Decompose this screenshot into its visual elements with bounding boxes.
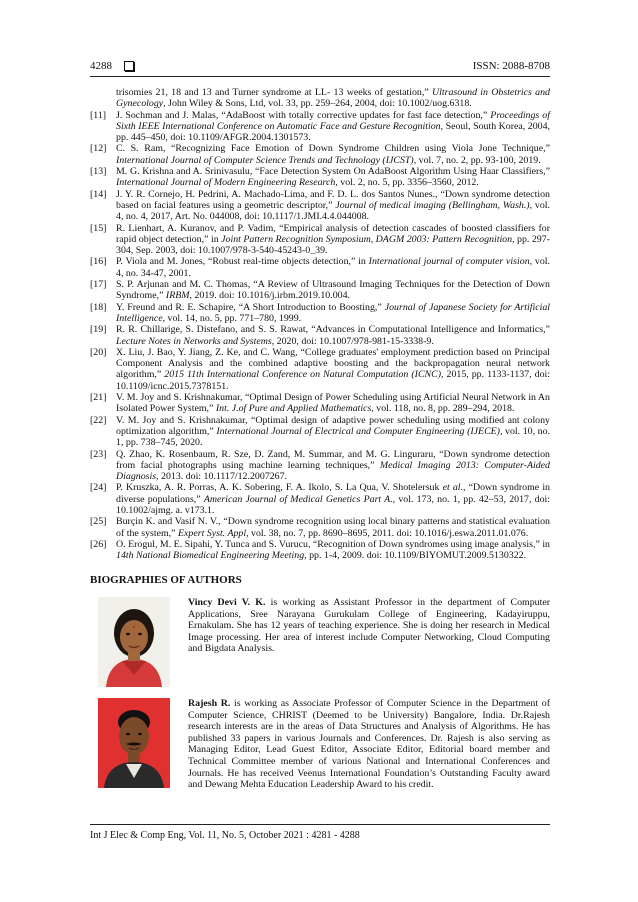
reference-segment: Burçin K. and Vasif N. V., “Down syndrome recognition using local binary patterns and statistical evaluation of the system,” xyxy=(116,516,550,539)
reference-segment: Q. Zhao, K. Rosenbaum, R. Sze, D. Zand, M. Summar, and M. G. Linguraru, “Down syndrome detection from facial photographs using machine learning techniques,” xyxy=(116,448,550,471)
reference-text xyxy=(116,302,550,325)
reference-number: [14] xyxy=(90,188,107,200)
reference-entry xyxy=(90,189,550,223)
reference-segment: , pp. 1-4, 2009. doi: 10.1109/BIYOMUT.2009.5130322. xyxy=(304,550,527,562)
reference-segment: R. Lienhart, A. Kuranov, and P. Vadim, “Empirical analysis of detection cascades of boosted classifiers for rapid object detection,” in xyxy=(116,222,550,245)
reference-segment: , vol. 118, no. 8, pp. 289–294, 2018. xyxy=(371,403,515,415)
reference-entry xyxy=(90,516,550,539)
reference-segment: V. M. Joy and S. Krishnakumar, “Optimal Design of Power Scheduling using Artificial Neural Network in An Isolated Power System,” xyxy=(116,392,550,415)
reference-text xyxy=(116,189,550,223)
footer-divider xyxy=(90,824,550,825)
reference-segment: , 2015, pp. 1133-1137, doi: 10.1109/icnc.2015.7378151. xyxy=(116,369,550,392)
reference-venue: Journal of Japanese Society for Artificial Intelligence xyxy=(116,301,551,324)
reference-number: [26] xyxy=(90,538,107,550)
reference-venue: International Journal of Modern Engineering Research, xyxy=(116,177,338,189)
author-bio-text-1 xyxy=(188,597,550,687)
reference-text xyxy=(116,256,550,279)
reference-venue: Lecture Notes in Networks and Systems, xyxy=(116,335,275,347)
reference-number: [25] xyxy=(90,516,107,528)
issn-label: ISSN: 2088-8708 xyxy=(472,60,550,72)
author-bio-text-2 xyxy=(188,698,550,791)
reference-entry xyxy=(90,256,550,279)
reference-venue: International Journal of Computer Science Trends and Technology (IJCST) xyxy=(116,154,414,166)
reference-segment: Seoul, South Korea, 2004, pp. 445–450, doi: 10.1109/AFGR.2004.1301573. xyxy=(116,120,550,144)
reference-venue: Journal of medical imaging (Bellingham, Wash.) xyxy=(335,199,530,211)
reference-venue: Ultrasound in Obstetrics and Gynecology xyxy=(116,87,550,110)
square-box-icon xyxy=(124,61,134,71)
reference-number: [20] xyxy=(90,346,107,358)
author-name-2: Rajesh R. xyxy=(188,698,231,709)
reference-text xyxy=(116,143,550,166)
reference-segment: , John Wiley & Sons, Ltd, vol. 33, pp. 259–264, 2004, doi: 10.1002/uog.6318. xyxy=(163,98,472,110)
author-photo-2 xyxy=(98,698,170,788)
reference-venue: American Journal of Medical Genetics Part A., xyxy=(203,493,396,505)
header-divider xyxy=(90,76,550,77)
reference-text xyxy=(116,539,550,562)
reference-number: [23] xyxy=(90,448,107,460)
reference-text xyxy=(116,166,550,189)
author-description-2: is working as Associate Professor of Computer Science in the Department of Computer Science, CHRIST (Deemed to be University) Bangalore, India. Dr.Rajesh research interests are in the areas of Data Structures and Analysis of Algorithms. He has published 33 papers in various Journals and Conferences. Dr. Rajesh is also serving as Managing Editor, Lead Guest Editor, Associate Editor, Editorial board member and Technical Committee member of various National and International Conferences and Journals. He has received Veenus International Foundation’s Outstanding Faculty award and Dewang Mehta Education Leadership Award to his credit. xyxy=(188,698,550,791)
reference-number: [19] xyxy=(90,324,107,336)
reference-text xyxy=(116,347,550,392)
reference-entry xyxy=(90,482,550,516)
reference-text xyxy=(116,516,550,539)
reference-number: [16] xyxy=(90,256,107,268)
reference-text xyxy=(90,87,550,110)
reference-segment: , vol. 14, no. 5, pp. 771–780, 1999. xyxy=(162,312,302,324)
footer-citation: Int J Elec & Comp Eng, Vol. 11, No. 5, October 2021 : 4281 - 4288 xyxy=(90,830,360,841)
reference-segment: vol. 173, no. 1, pp. 42–53, 2017, doi: 10.1002/ajmg. a. v173.1. xyxy=(116,493,551,516)
reference-venue: Joint Pattern Recognition Symposium, DAGM 2003: Pattern Recognition, xyxy=(221,233,515,245)
reference-text xyxy=(116,223,550,257)
reference-segment: Y. Freund and R. E. Schapire, “A Short Introduction to Boosting,” xyxy=(116,301,385,313)
reference-venue: Expert Syst. Appl, xyxy=(177,527,249,539)
reference-number: [24] xyxy=(90,482,107,494)
reference-segment: ., “Down syndrome in diverse populations,” xyxy=(116,482,550,505)
author-bio-2 xyxy=(98,698,550,791)
reference-segment: vol. 38, no. 7, pp. 8690–8695, 2011. doi: 10.1016/j.eswa.2011.01.076. xyxy=(248,527,529,539)
reference-segment: X. Liu, J. Bao, Y. Jiang, Z. Ke, and C. Wang, “College graduates' employment prediction based on Principal Component Analysis and the combined adaptive boosting and the backpropagation neural network algorithm,” xyxy=(116,346,550,381)
reference-number: [21] xyxy=(90,392,107,404)
reference-segment: M. G. Krishna and A. Srinivasulu, “Face Detection System On AdaBoost Algorithm Using Haar Classifiers,” xyxy=(116,166,550,178)
reference-number: [18] xyxy=(90,301,107,313)
reference-number: [12] xyxy=(90,143,107,155)
reference-segment: trisomies 21, 18 and 13 and Turner syndrome at LL- 13 weeks of gestation,” xyxy=(116,87,433,98)
reference-entry xyxy=(90,223,550,257)
reference-number: [11] xyxy=(90,109,107,121)
reference-venue: International Journal of Electrical and Computer Engineering (IJECE), xyxy=(216,425,503,437)
reference-venue: Medical Imaging 2013: Computer-Aided Diagnosis, xyxy=(116,459,550,483)
reference-entry xyxy=(90,324,550,347)
reference-segment: R. R. Chillarige, S. Distefano, and S. S. Rawat, “Advances in Computational Intelligence and Informatics,” xyxy=(116,324,550,336)
reference-text xyxy=(116,415,550,449)
reference-segment: C. S. Ram, “Recognizing Face Emotion of Down Syndrome Children using Viola Jone Technique,” xyxy=(116,143,550,155)
reference-venue: Proceedings of Sixth IEEE International Conference on Automatic Face and Gesture Recognition, xyxy=(116,109,550,132)
page-header xyxy=(90,60,550,72)
reference-segment: , 2019. doi: 10.1016/j.irbm.2019.10.004. xyxy=(189,290,350,302)
reference-entry xyxy=(90,302,550,325)
reference-text xyxy=(116,324,550,347)
reference-segment: P. Kruszka, A. R. Porras, A. K. Sobering, F. A. Ikolo, S. La Qua, V. Shotelersuk xyxy=(116,482,443,494)
reference-entry xyxy=(90,392,550,415)
reference-segment: , vol. 7, no. 2, pp. 93-100, 2019. xyxy=(413,154,541,166)
reference-venue: et al xyxy=(442,482,461,494)
reference-segment: vol. 10, no. 1, pp. 738–745, 2020. xyxy=(116,425,551,449)
reference-segment: P. Viola and M. Jones, “Robust real-time objects detection,” in xyxy=(116,256,369,268)
reference-text xyxy=(116,392,550,415)
reference-entry xyxy=(90,279,550,302)
reference-number: [15] xyxy=(90,222,107,234)
reference-segment: J. Y. R. Cornejo, H. Pedrini, A. Machado-Lima, and F. D. L. dos Santos Nunes., “Down syndrome detection based on facial features using a geometric descriptor,” xyxy=(116,188,550,211)
reference-segment: vol. 2, no. 5, pp. 3356–3560, 2012. xyxy=(337,177,479,189)
reference-segment: 2013. doi: 10.1117/12.2007267. xyxy=(158,471,287,483)
page-number: 4288 xyxy=(90,60,112,72)
reference-entry xyxy=(90,143,550,166)
reference-number: [13] xyxy=(90,166,107,178)
reference-entry xyxy=(90,415,550,449)
author-description-1: is working as Assistant Professor in the department of Computer Applications, Sree Narayana Gurukulam College of Engineering, Kadayiruppu, Ernakulam. She has 12 years of teaching experience. She is doing her research in Medical Image processing. Her area of interest include Computer Networking, Cloud Computing and Bigdata Analysis. xyxy=(188,597,551,655)
reference-list xyxy=(90,87,550,561)
reference-segment: J. Sochman and J. Malas, “AdaBoost with totally corrective updates for fast face detection,” xyxy=(116,109,491,121)
reference-segment: S. P. Arjunan and M. C. Thomas, “A Review of Ultrasound Imaging Techniques for the Detection of Down Syndrome,” xyxy=(116,279,550,302)
reference-segment: pp. 297-304, Sep. 2003, doi: 10.1007/978-3-540-45243-0_39. xyxy=(116,233,550,257)
reference-text xyxy=(116,279,550,302)
reference-text xyxy=(116,482,550,516)
reference-entry xyxy=(90,539,550,562)
reference-venue: Int. J.of Pure and Applied Mathematics xyxy=(215,403,372,415)
reference-venue: International journal of computer vision, xyxy=(368,256,533,268)
reference-entry xyxy=(90,347,550,392)
reference-segment: V. M. Joy and S. Krishnakumar, “Optimal design of adaptive power scheduling using modified ant colony optimization algorithm,” xyxy=(116,414,550,437)
reference-venue: 2015 11th International Conference on Natural Computation (ICNC) xyxy=(164,369,442,381)
author-bio-1 xyxy=(98,597,550,687)
reference-text xyxy=(116,449,550,483)
reference-text xyxy=(116,110,550,144)
reference-segment: O. Erogul, M. E. Sipahi, Y. Tunca and S. Vurucu, “Recognition of Down syndromes using image analysis,” in xyxy=(116,538,550,550)
reference-entry xyxy=(90,449,550,483)
reference-entry xyxy=(90,110,550,144)
reference-venue: 14th National Biomedical Engineering Meeting xyxy=(116,550,305,562)
reference-entry xyxy=(90,87,550,110)
author-name-1: Vincy Devi V. K. xyxy=(188,597,266,608)
author-photo-1 xyxy=(98,597,170,687)
reference-segment: vol. 4, no. 34-47, 2001. xyxy=(116,256,550,279)
reference-number: [17] xyxy=(90,279,107,291)
reference-segment: , vol. 4, no. 4, 2017, Art. No. 044008, doi: 10.1117/1.JMI.4.4.044008. xyxy=(116,199,550,223)
reference-segment: 2020, doi: 10.1007/978-981-15-3338-9. xyxy=(274,335,434,347)
reference-venue: IRBM xyxy=(165,290,190,302)
reference-entry xyxy=(90,166,550,189)
biographies-heading: BIOGRAPHIES OF AUTHORS xyxy=(90,574,242,586)
reference-number: [22] xyxy=(90,414,107,426)
